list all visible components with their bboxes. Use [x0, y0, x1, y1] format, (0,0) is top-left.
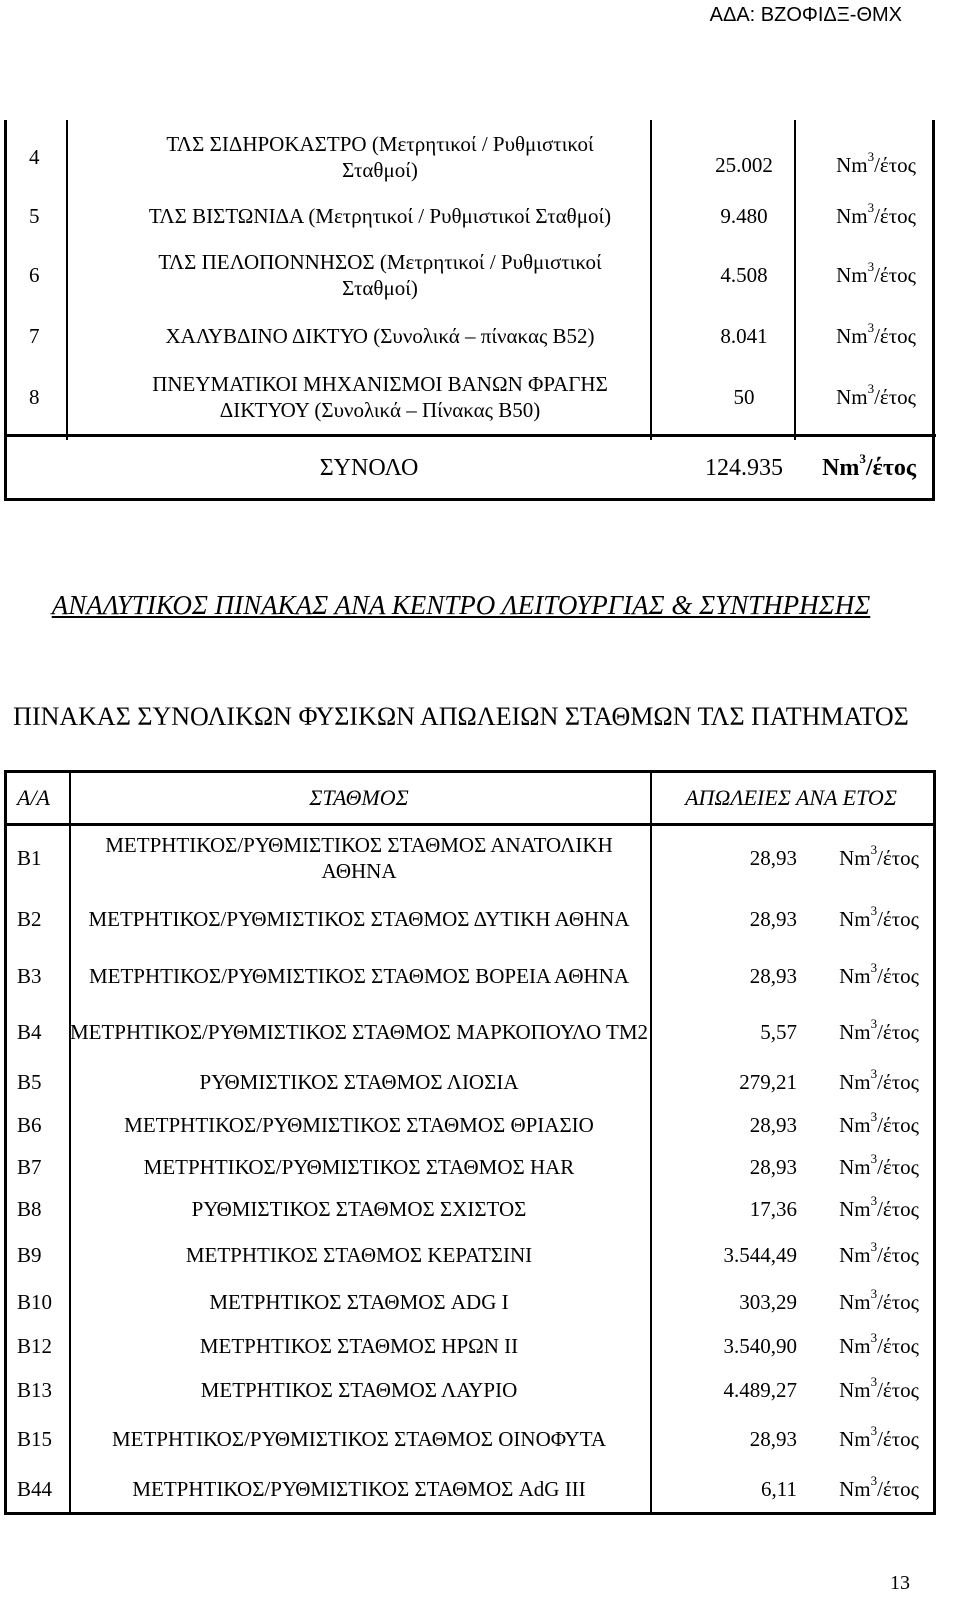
row-code: Β5	[17, 1069, 42, 1094]
table2-col-divider	[69, 773, 71, 1512]
total-row	[4, 434, 936, 499]
row-code: Β8	[17, 1196, 42, 1221]
row-unit: Nm$^3$/έτος	[839, 1192, 919, 1221]
table-row	[7, 1324, 933, 1368]
row-name: ΤΛΣ ΣΙΔΗΡΟΚΑΣΤΡΟ (Μετρητικοί / Ρυθμιστικοί Σταθμοί)	[166, 132, 594, 182]
total-label: ΣΥΝΟΛΟ	[319, 454, 419, 481]
row-number: 6	[29, 262, 40, 287]
ada-code: ΑΔΑ: ΒΖΟΦΙΔΞ-ΘΜΧ	[709, 4, 902, 26]
row-code: Β7	[17, 1154, 42, 1179]
row-unit: Nm$^3$/έτος	[836, 258, 916, 287]
row-unit: Nm$^3$/έτος	[839, 841, 919, 870]
table1-bottom-border	[4, 498, 935, 501]
table-header	[7, 773, 933, 826]
table-row	[7, 1060, 933, 1104]
row-unit: Nm$^3$/έτος	[839, 1329, 919, 1358]
table-body	[7, 826, 933, 1512]
table-row	[7, 1188, 933, 1230]
row-loss-value: 3.544,49	[723, 1242, 797, 1267]
table-row	[7, 948, 933, 1004]
row-code: Β3	[17, 963, 42, 988]
row-code: Β1	[17, 845, 42, 870]
row-loss-value: 28,93	[749, 1154, 797, 1179]
row-code: Β15	[17, 1426, 53, 1451]
header-station: ΣΤΑΘΜΟΣ	[309, 785, 409, 810]
row-unit: Nm$^3$/έτος	[839, 1472, 919, 1501]
row-code: Β2	[17, 906, 42, 931]
row-loss-value: 28,93	[749, 1426, 797, 1451]
row-unit: Nm$^3$/έτος	[836, 380, 916, 409]
row-loss-value: 6,11	[761, 1476, 797, 1501]
row-unit: Nm$^3$/έτος	[839, 1150, 919, 1179]
row-loss-value: 28,93	[749, 963, 797, 988]
row-station-name: ΜΕΤΡΗΤΙΚΟΣ/ΡΥΘΜΙΣΤΙΚΟΣ ΣΤΑΘΜΟΣ HAR	[143, 1155, 575, 1179]
table-row	[7, 1466, 933, 1512]
row-number: 5	[29, 203, 40, 228]
table-row	[7, 1412, 933, 1466]
row-station-name: ΜΕΤΡΗΤΙΚΟΣ/ΡΥΘΜΙΣΤΙΚΟΣ ΣΤΑΘΜΟΣ ΜΑΡΚΟΠΟΥΛΟ ΤΜ2	[69, 1020, 649, 1044]
row-loss-value: 28,93	[749, 845, 797, 870]
row-unit: Nm$^3$/έτος	[836, 199, 916, 228]
table-row	[7, 1230, 933, 1280]
table2-col-divider	[650, 773, 652, 1512]
row-unit: Nm$^3$/έτος	[839, 1373, 919, 1402]
header-aa: Α/Α	[17, 785, 50, 810]
row-name: ΤΛΣ ΒΙΣΤΩΝΙΔΑ (Μετρητικοί / Ρυθμιστικοί Σταθμοί)	[148, 204, 612, 228]
losses-table	[4, 770, 936, 1515]
table-row	[4, 194, 936, 238]
row-unit: Nm$^3$/έτος	[839, 1285, 919, 1314]
table-row	[7, 890, 933, 948]
row-code: Β6	[17, 1112, 42, 1137]
row-loss-value: 17,36	[749, 1196, 797, 1221]
table-row	[4, 238, 936, 312]
table-row	[4, 120, 936, 194]
row-code: Β4	[17, 1019, 42, 1044]
table-row	[7, 1280, 933, 1324]
row-value: 9.480	[720, 203, 768, 228]
row-code: Β13	[17, 1377, 53, 1402]
row-unit: Nm$^3$/έτος	[836, 148, 916, 177]
table-row	[7, 1368, 933, 1412]
row-station-name: ΡΥΘΜΙΣΤΙΚΟΣ ΣΤΑΘΜΟΣ ΣΧΙΣΤΟΣ	[191, 1197, 527, 1221]
row-code: Β44	[17, 1476, 53, 1501]
table-row	[4, 312, 936, 360]
row-code: Β12	[17, 1333, 53, 1358]
row-loss-value: 28,93	[749, 906, 797, 931]
row-station-name: ΜΕΤΡΗΤΙΚΟΣ ΣΤΑΘΜΟΣ ΗΡΩΝ ΙΙ	[199, 1334, 519, 1358]
row-unit: Nm$^3$/έτος	[839, 1108, 919, 1137]
row-unit: Nm$^3$/έτος	[839, 1238, 919, 1267]
row-name: ΧΑΛΥΒΔΙΝΟ ΔΙΚΤΥΟ (Συνολικά – πίνακας Β52)	[165, 324, 595, 348]
total-value: 124.935	[705, 454, 783, 481]
analytical-heading: ΑΝΑΛΥΤΙΚΟΣ ΠΙΝΑΚΑΣ ΑΝΑ ΚΕΝΤΡΟ ΛΕΙΤΟΥΡΓΙΑΣ & ΣΥΝΤΗΡΗΣΗΣ	[51, 590, 871, 620]
row-name: ΠΝΕΥΜΑΤΙΚΟΙ ΜΗΧΑΝΙΣΜΟΙ ΒΑΝΩΝ ΦΡΑΓΗΣ ΔΙΚΤΥΟΥ (Συνολικά – Πίνακας Β50)	[152, 372, 608, 422]
row-loss-value: 279,21	[739, 1069, 797, 1094]
row-loss-value: 4.489,27	[723, 1377, 797, 1402]
row-station-name: ΜΕΤΡΗΤΙΚΟΣ/ΡΥΘΜΙΣΤΙΚΟΣ ΣΤΑΘΜΟΣ ΟΙΝΟΦΥΤΑ	[111, 1427, 607, 1451]
row-station-name: ΜΕΤΡΗΤΙΚΟΣ ΣΤΑΘΜΟΣ ΚΕΡΑΤΣΙΝΙ	[185, 1243, 533, 1267]
page-number: 13	[890, 1572, 910, 1594]
summary-table	[4, 120, 936, 499]
row-number: 7	[29, 323, 40, 348]
row-station-name: ΜΕΤΡΗΤΙΚΟΣ/ΡΥΘΜΙΣΤΙΚΟΣ ΣΤΑΘΜΟΣ ΒΟΡΕΙΑ ΑΘΗΝΑ	[88, 964, 630, 988]
row-unit: Nm$^3$/έτος	[839, 1015, 919, 1044]
table-row	[7, 1004, 933, 1060]
row-station-name: ΜΕΤΡΗΤΙΚΟΣ ΣΤΑΘΜΟΣ ΛΑΥΡΙΟ	[200, 1378, 518, 1402]
table-row	[7, 826, 933, 890]
row-value: 4.508	[720, 262, 768, 287]
row-loss-value: 303,29	[739, 1289, 797, 1314]
row-unit: Nm$^3$/έτος	[839, 959, 919, 988]
row-station-name: ΜΕΤΡΗΤΙΚΟΣ/ΡΥΘΜΙΣΤΙΚΟΣ ΣΤΑΘΜΟΣ ΘΡΙΑΣΙΟ	[124, 1113, 594, 1137]
row-unit: Nm$^3$/έτος	[839, 1422, 919, 1451]
row-station-name: ΜΕΤΡΗΤΙΚΟΣ/ΡΥΘΜΙΣΤΙΚΟΣ ΣΤΑΘΜΟΣ ΔΥΤΙΚΗ ΑΘΗΝΑ	[88, 907, 630, 931]
row-code: Β10	[17, 1289, 53, 1314]
table-row	[4, 360, 936, 434]
row-station-name: ΜΕΤΡΗΤΙΚΟΣ ΣΤΑΘΜΟΣ ADG I	[209, 1290, 509, 1314]
row-unit: Nm$^3$/έτος	[839, 902, 919, 931]
row-value: 25.002	[715, 152, 773, 177]
losses-heading: ΠΙΝΑΚΑΣ ΣΥΝΟΛΙΚΩΝ ΦΥΣΙΚΩΝ ΑΠΩΛΕΙΩΝ ΣΤΑΘΜΩΝ ΤΛΣ ΠΑΤΗΜΑΤΟΣ	[13, 702, 909, 731]
header-losses: ΑΠΩΛΕΙΕΣ ΑΝΑ ΕΤΟΣ	[685, 785, 897, 810]
row-number: 8	[29, 384, 40, 409]
row-station-name: ΜΕΤΡΗΤΙΚΟΣ/ΡΥΘΜΙΣΤΙΚΟΣ ΣΤΑΘΜΟΣ AdG III	[132, 1477, 586, 1501]
total-unit: Nm$^3$/έτος	[822, 450, 916, 481]
row-value: 8.041	[720, 323, 768, 348]
row-code: Β9	[17, 1242, 42, 1267]
row-unit: Nm$^3$/έτος	[839, 1065, 919, 1094]
row-unit: Nm$^3$/έτος	[836, 319, 916, 348]
row-loss-value: 28,93	[749, 1112, 797, 1137]
row-loss-value: 5,57	[760, 1019, 797, 1044]
table-row	[7, 1146, 933, 1188]
row-name: ΤΛΣ ΠΕΛΟΠΟΝΝΗΣΟΣ (Μετρητικοί / Ρυθμιστικοί Σταθμοί)	[158, 250, 602, 300]
row-number: 4	[29, 144, 40, 169]
table-row	[7, 1104, 933, 1146]
row-station-name: ΜΕΤΡΗΤΙΚΟΣ/ΡΥΘΜΙΣΤΙΚΟΣ ΣΤΑΘΜΟΣ ΑΝΑΤΟΛΙΚΗ ΑΘΗΝΑ	[105, 833, 613, 883]
row-loss-value: 3.540,90	[723, 1333, 797, 1358]
row-station-name: ΡΥΘΜΙΣΤΙΚΟΣ ΣΤΑΘΜΟΣ ΛΙΟΣΙΑ	[199, 1070, 519, 1094]
row-value: 50	[733, 384, 755, 409]
